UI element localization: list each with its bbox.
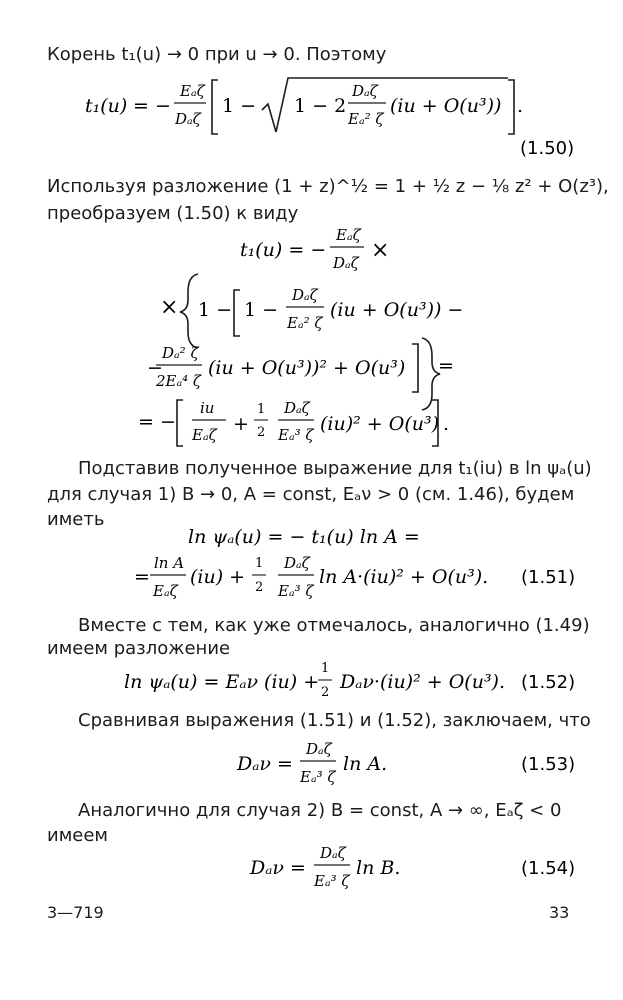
- page-number: 33: [549, 903, 570, 922]
- eq151-den1: Eₐζ: [153, 582, 178, 600]
- blk-l4-end: .: [443, 413, 450, 435]
- blk-l4-plus: +: [233, 413, 249, 435]
- eq150-inner-den: Eₐ² ζ: [348, 110, 384, 128]
- equation-1-53: [236, 740, 575, 786]
- blk-l4-den1: Eₐζ: [192, 426, 217, 444]
- blk-l4-half-den: 2: [257, 425, 266, 440]
- eq150-inner-tail: (iu + O(u³)): [390, 95, 502, 117]
- blk-l1-den: Dₐζ: [333, 254, 359, 272]
- eq150-bracket-left: [212, 80, 218, 134]
- equation-1-50: [85, 78, 574, 159]
- equation-1-51: [134, 526, 575, 600]
- blk-l4-den2: Eₐ³ ζ: [278, 426, 314, 444]
- eq152-left: ln ψₐ(u) = Eₐν (iu) +: [124, 671, 320, 693]
- eq154-left: Dₐν =: [250, 857, 306, 879]
- eq150-bracket-right: [508, 80, 514, 134]
- blk-l2-den: Eₐ² ζ: [287, 314, 323, 332]
- text-analog-1: Аналогично для случая 2) B = const, A → ∞, Eₐζ < 0: [78, 800, 562, 821]
- eq152-half-num: 1: [321, 661, 330, 676]
- blk-l3-den: 2Eₐ⁴ ζ: [156, 372, 202, 390]
- blk-l4-num1: iu: [200, 399, 215, 417]
- blk-l3-num: Dₐ² ζ: [162, 344, 199, 362]
- equation-block: [138, 226, 463, 446]
- eq150-num: Eₐζ: [180, 82, 205, 100]
- text-subst-2: для случая 1) B → 0, A = const, Eₐν > 0 (см. 1.46), будем: [47, 484, 575, 505]
- eq152-right: Dₐν·(iu)² + O(u³).: [340, 671, 506, 693]
- blk-l3-bracket: [412, 344, 418, 392]
- blk-l4-bracket-left: [177, 400, 183, 446]
- eq153-number: (1.53): [521, 754, 576, 775]
- text-compare: Сравнивая выражения (1.51) и (1.52), заключаем, что: [78, 710, 591, 731]
- blk-brace-left: [180, 274, 198, 348]
- blk-l2-one: 1 −: [198, 299, 233, 321]
- blk-l4-tail: (iu)² + O(u³): [320, 413, 440, 435]
- eq152-number: (1.52): [521, 672, 576, 693]
- text-analog-2: имеем: [47, 825, 109, 846]
- blk-l2-times: ×: [160, 295, 179, 320]
- eq150-root-one: 1 − 2: [294, 95, 347, 117]
- blk-l1-left: t₁(u) = −: [240, 239, 327, 261]
- blk-l2-tail: (iu + O(u³)) −: [330, 299, 464, 321]
- blk-l2-inner-one: 1 −: [244, 299, 279, 321]
- text-transform: преобразуем (1.50) к виду: [47, 203, 299, 224]
- eq151-num1: ln A: [154, 554, 185, 572]
- eq150-inner-num: Dₐζ: [352, 82, 378, 100]
- eq150-t1u: t₁(u): [85, 95, 128, 117]
- eq153-left: Dₐν =: [237, 753, 293, 775]
- eq151-line1: ln ψₐ(u) = − t₁(u) ln A =: [188, 526, 420, 548]
- blk-l1-num: Eₐζ: [336, 226, 361, 244]
- eq150-one-minus: 1 −: [222, 95, 257, 117]
- eq153-right: ln A.: [343, 753, 388, 775]
- eq151-den2: Eₐ³ ζ: [278, 582, 314, 600]
- blk-l2-bracket: [234, 290, 240, 336]
- text-vmeste-1: Вместе с тем, как уже отмечалось, аналогично (1.49): [78, 615, 590, 636]
- equation-1-54: [249, 844, 575, 890]
- eq150-eq: = −: [133, 95, 171, 117]
- eq151-part1: (iu) +: [190, 566, 246, 588]
- equation-1-52: [124, 661, 575, 700]
- eq151-number: (1.51): [521, 567, 576, 588]
- blk-l3-tail: (iu + O(u³))² + O(u³): [208, 357, 406, 379]
- text-subst-3: иметь: [47, 509, 105, 530]
- text-use-expansion: Используя разложение (1 + z)^½ = 1 + ½ z − ⅛ z² + O(z³),: [47, 176, 609, 197]
- blk-l4-half-num: 1: [257, 402, 266, 417]
- eq154-den: Eₐ³ ζ: [314, 872, 350, 890]
- blk-l1-times: ×: [371, 238, 390, 263]
- eq151-half-den: 2: [255, 580, 264, 595]
- eq153-num: Dₐζ: [306, 740, 332, 758]
- eq151-part2: ln A·(iu)² + O(u³).: [319, 566, 489, 588]
- eq154-num: Dₐζ: [320, 844, 346, 862]
- footer-signature: 3—719: [47, 903, 104, 922]
- eq152-half-den: 2: [321, 685, 330, 700]
- text-intro: Корень t₁(u) → 0 при u → 0. Поэтому: [47, 44, 387, 65]
- eq150-den: Dₐζ: [175, 110, 201, 128]
- blk-l4-num2: Dₐζ: [284, 399, 310, 417]
- blk-l3-minus: −: [147, 357, 163, 379]
- eq154-number: (1.54): [521, 858, 576, 879]
- text-vmeste-2: имеем разложение: [47, 638, 231, 659]
- eq151-half-num: 1: [255, 556, 264, 571]
- text-subst-1: Подставив полученное выражение для t₁(iu) в ln ψₐ(u): [78, 458, 592, 479]
- eq150-number: (1.50): [520, 138, 575, 159]
- eq153-den: Eₐ³ ζ: [300, 768, 336, 786]
- eq151-eq-left: =: [134, 566, 150, 588]
- blk-l4-left: = −: [138, 411, 176, 433]
- eq150-trail: .: [517, 95, 524, 117]
- blk-l3-eq: =: [438, 355, 454, 377]
- eq151-num2: Dₐζ: [284, 554, 310, 572]
- eq154-right: ln B.: [356, 857, 401, 879]
- blk-l2-num: Dₐζ: [292, 286, 318, 304]
